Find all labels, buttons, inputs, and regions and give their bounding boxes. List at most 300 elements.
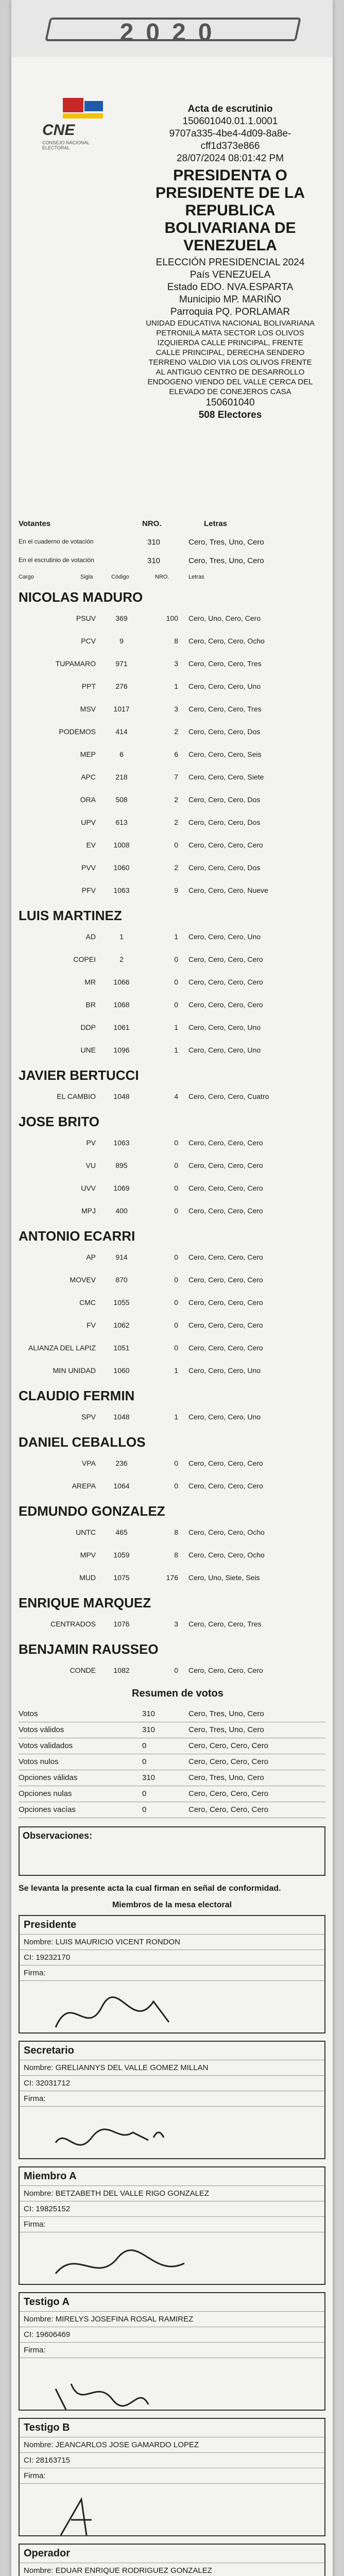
party-letras: Cero, Cero, Cero, Seis — [188, 750, 262, 758]
party-codigo: 1048 — [113, 1092, 130, 1100]
candidate-name — [19, 1429, 325, 1453]
party-sigla: FV — [87, 1321, 96, 1329]
miembro-rol: Testigo B — [24, 2422, 70, 2433]
signature — [20, 2358, 324, 2410]
party-row — [19, 1567, 325, 1590]
party-letras: Cero, Cero, Cero, Cero — [188, 1666, 263, 1674]
party-codigo: 508 — [115, 795, 128, 804]
party-sigla: ORA — [80, 795, 96, 804]
acta-electores: 508 Electores — [198, 410, 262, 420]
party-votos: 0 — [174, 1207, 178, 1215]
party-votos: 3 — [174, 1620, 178, 1628]
acta-municipio: Municipio MP. MARIÑO — [179, 294, 282, 305]
party-row — [19, 1476, 325, 1498]
logo-text: 2020 — [119, 19, 225, 46]
votantes-header — [19, 515, 325, 534]
party-sigla: CENTRADOS — [50, 1620, 96, 1628]
party-row — [19, 972, 325, 994]
party-votos: 0 — [174, 978, 178, 986]
party-row — [19, 1040, 325, 1062]
party-codigo: 414 — [115, 727, 128, 736]
party-letras: Cero, Cero, Cero, Tres — [188, 705, 262, 713]
party-row — [19, 1406, 325, 1429]
party-row — [19, 1315, 325, 1337]
party-sigla: AREPA — [72, 1482, 96, 1490]
party-sigla: PV — [86, 1139, 96, 1147]
party-letras: Cero, Cero, Cero, Siete — [188, 773, 264, 781]
party-codigo: 1069 — [113, 1184, 130, 1192]
party-letras: Cero, Cero, Cero, Uno — [188, 1023, 261, 1031]
observaciones-box: Observaciones: — [19, 1826, 325, 1876]
resumen-letras: Cero, Cero, Cero, Cero — [188, 1789, 269, 1798]
acta-estado: Estado EDO. NVA.ESPARTA — [167, 282, 294, 293]
header-logo-strip — [11, 0, 333, 57]
miembro-nombre: Nombre: JEANCARLOS JOSE GAMARDO LOPEZ — [20, 2437, 324, 2452]
party-votos: 4 — [174, 1092, 178, 1100]
party-codigo: 1066 — [113, 978, 130, 986]
candidate-name — [19, 1109, 325, 1132]
party-votos: 1 — [174, 1023, 178, 1031]
acta-pais: País VENEZUELA — [190, 269, 271, 280]
party-letras: Cero, Cero, Cero, Cero — [188, 1207, 263, 1215]
party-votos: 0 — [174, 1482, 178, 1490]
miembro-ci: CI: 19232170 — [20, 1950, 324, 1965]
candidate-name — [19, 1498, 325, 1522]
party-letras: Cero, Cero, Cero, Cero — [188, 1298, 263, 1307]
votantes-col: Votantes — [19, 519, 51, 528]
candidate-name — [19, 1590, 325, 1614]
resumen-num: 310 — [142, 1773, 156, 1782]
party-codigo: 1017 — [113, 705, 130, 713]
party-row — [19, 857, 325, 880]
party-codigo: 369 — [115, 614, 128, 622]
party-codigo: 1061 — [113, 1023, 130, 1031]
votantes-letras-col: Letras — [204, 519, 228, 528]
miembro-rol: Testigo A — [24, 2296, 70, 2308]
party-votos: 0 — [174, 1298, 178, 1307]
candidate-name — [19, 1062, 325, 1086]
miembro-firma-label: Firma: — [20, 2216, 324, 2232]
candidate-name-text: JOSE BRITO — [19, 1114, 100, 1129]
party-codigo: 1055 — [113, 1298, 130, 1307]
party-sigla: AD — [85, 933, 96, 941]
party-letras: Cero, Cero, Cero, Dos — [188, 795, 261, 804]
party-letras: Cero, Cero, Cero, Cero — [188, 1184, 263, 1192]
signature — [20, 1980, 324, 2032]
party-row — [19, 676, 325, 699]
resumen-row — [19, 1706, 325, 1722]
party-codigo: 1059 — [113, 1551, 130, 1559]
party-votos: 0 — [174, 841, 178, 849]
party-row — [19, 1453, 325, 1476]
party-codigo: 1060 — [113, 863, 130, 872]
party-votos: 2 — [174, 727, 178, 736]
candidate-name — [19, 1636, 325, 1660]
miembro-ci: CI: 32031712 — [20, 2075, 324, 2091]
candidate-name-text: JAVIER BERTUCCI — [19, 1067, 139, 1083]
party-votos: 1 — [174, 1366, 178, 1375]
acta-centro-codigo: 150601040 — [205, 397, 255, 408]
party-votos: 100 — [166, 614, 178, 622]
acta-meta — [145, 103, 315, 421]
party-row — [19, 1360, 325, 1383]
acta-cargo: PRESIDENTA O PRESIDENTE DE LA REPUBLICA BOLIVARIANA DE VENEZUELA — [155, 167, 305, 254]
party-row — [19, 744, 325, 767]
resumen-row — [19, 1738, 325, 1754]
party-row — [19, 608, 325, 631]
party-codigo: 236 — [115, 1459, 128, 1467]
lectura-text: Se levanta la presente acta la cual firman en señal de conformidad. — [19, 1884, 281, 1893]
miembro-box — [19, 2041, 325, 2159]
miembro-rol: Miembro A — [24, 2171, 77, 2182]
party-letras: Cero, Cero, Cero, Cero — [188, 1253, 263, 1261]
party-votos: 3 — [174, 705, 178, 713]
party-codigo: 1082 — [113, 1666, 130, 1674]
party-sigla: EV — [86, 841, 96, 849]
miembro-box — [19, 2166, 325, 2285]
party-row — [19, 1086, 325, 1109]
party-row — [19, 631, 325, 653]
party-codigo: 613 — [115, 818, 128, 826]
party-codigo: 895 — [115, 1161, 128, 1170]
party-sigla: UNTC — [76, 1528, 96, 1536]
miembro-ci: CI: 28163715 — [20, 2452, 324, 2468]
party-sigla: BR — [85, 1001, 96, 1009]
miembro-box — [19, 2292, 325, 2411]
party-sigla: MPV — [80, 1551, 96, 1559]
resumen-label: Opciones vacías — [19, 1805, 76, 1814]
signature — [20, 2232, 324, 2284]
party-row — [19, 1337, 325, 1360]
acta-hash1: 9707a335-4be4-4d09-8a8e- — [169, 128, 291, 139]
miembro-nombre: Nombre: BETZABETH DEL VALLE RIGO GONZALEZ — [20, 2185, 324, 2201]
party-votos: 0 — [174, 1344, 178, 1352]
miembro-ci: CI: 19825152 — [20, 2201, 324, 2216]
acta-eleccion: ELECCIÓN PRESIDENCIAL 2024 — [156, 257, 305, 268]
party-codigo: 1063 — [113, 886, 130, 894]
party-letras: Cero, Cero, Cero, Ocho — [188, 1528, 265, 1536]
party-row — [19, 767, 325, 789]
party-sigla: PVV — [81, 863, 96, 872]
party-codigo: 971 — [115, 659, 128, 668]
resumen-row — [19, 1802, 325, 1818]
party-row — [19, 1522, 325, 1545]
party-sigla: SPV — [81, 1413, 96, 1421]
party-codigo: 276 — [115, 682, 128, 690]
col-sigla: Sigla — [80, 574, 93, 580]
miembro-rol: Secretario — [24, 2045, 74, 2056]
party-row — [19, 789, 325, 812]
party-letras: Cero, Cero, Cero, Cero — [188, 955, 263, 963]
party-letras: Cero, Cero, Cero, Nueve — [188, 886, 268, 894]
party-votos: 3 — [174, 659, 178, 668]
party-votos: 0 — [174, 1001, 178, 1009]
resumen-row — [19, 1770, 325, 1786]
party-row — [19, 699, 325, 721]
party-votos: 1 — [174, 1413, 178, 1421]
party-votos: 2 — [174, 863, 178, 872]
party-row — [19, 880, 325, 903]
candidate-name-text: ANTONIO ECARRI — [19, 1228, 135, 1244]
resumen-letras: Cero, Tres, Uno, Cero — [188, 1725, 264, 1734]
miembro-nombre: Nombre: GRELIANNYS DEL VALLE GOMEZ MILLAN — [20, 2060, 324, 2075]
miembro-firma-label: Firma: — [20, 1965, 324, 1980]
col-codigo: Código — [111, 574, 129, 580]
acta-codigo: 150601040.01.1.0001 — [182, 116, 278, 127]
candidate-name-text: EDMUNDO GONZALEZ — [19, 1503, 165, 1519]
party-codigo: 6 — [119, 750, 124, 758]
party-votos: 1 — [174, 933, 178, 941]
party-sigla: MIN UNIDAD — [53, 1366, 96, 1375]
party-sigla: CONDE — [70, 1666, 96, 1674]
party-codigo: 1096 — [113, 1046, 130, 1054]
col-nro: NRO. — [155, 574, 169, 580]
party-letras: Cero, Cero, Cero, Cero — [188, 978, 263, 986]
candidate-name-text: ENRIQUE MARQUEZ — [19, 1595, 151, 1611]
party-sigla: PFV — [81, 886, 96, 894]
party-sigla: PODEMOS — [59, 727, 96, 736]
resumen-label: Votos — [19, 1709, 38, 1718]
resumen-letras: Cero, Cero, Cero, Cero — [188, 1757, 269, 1766]
resumen-label: Votos válidos — [19, 1725, 64, 1734]
votes-table — [19, 515, 325, 2576]
party-letras: Cero, Cero, Cero, Cuatro — [188, 1092, 269, 1100]
miembro-firma-label: Firma: — [20, 2342, 324, 2358]
party-codigo: 1008 — [113, 841, 130, 849]
miembro-box — [19, 1915, 325, 2033]
party-codigo: 1068 — [113, 1001, 130, 1009]
party-sigla: PSUV — [76, 614, 96, 622]
party-votos: 1 — [174, 1046, 178, 1054]
party-row — [19, 721, 325, 744]
miembro-box — [19, 2418, 325, 2536]
party-votos: 0 — [174, 1161, 178, 1170]
party-letras: Cero, Cero, Cero, Cero — [188, 1276, 263, 1284]
party-row — [19, 1017, 325, 1040]
party-sigla: AP — [86, 1253, 96, 1261]
resumen-title-text: Resumen de votos — [132, 1688, 223, 1699]
resumen-label: Opciones nulas — [19, 1789, 72, 1798]
miembro-firma-label: Firma: — [20, 2468, 324, 2483]
party-row — [19, 1269, 325, 1292]
party-letras: Cero, Cero, Cero, Cero — [188, 1321, 263, 1329]
party-letras: Cero, Cero, Cero, Ocho — [188, 1551, 265, 1559]
miembro-ci: CI: 19606469 — [20, 2327, 324, 2342]
acta-parroquia: Parroquia PQ. PORLAMAR — [170, 307, 290, 317]
acta-fecha: 28/07/2024 08:01:42 PM — [176, 153, 284, 164]
candidate-name-text: NICOLAS MADURO — [19, 589, 143, 605]
votantes-num: 310 — [147, 538, 161, 547]
party-sigla: EL CAMBIO — [57, 1092, 96, 1100]
party-votos: 176 — [166, 1573, 178, 1582]
party-letras: Cero, Cero, Cero, Dos — [188, 818, 261, 826]
party-codigo: 1060 — [113, 1366, 130, 1375]
party-codigo: 870 — [115, 1276, 128, 1284]
party-sigla: MPJ — [81, 1207, 96, 1215]
party-codigo: 465 — [115, 1528, 128, 1536]
resumen-row — [19, 1786, 325, 1802]
party-votos: 2 — [174, 818, 178, 826]
miembro-rol: Presidente — [24, 1919, 77, 1930]
party-codigo: 1063 — [113, 1139, 130, 1147]
candidate-name — [19, 1223, 325, 1247]
party-sigla: CMC — [79, 1298, 96, 1307]
resumen-num: 310 — [142, 1709, 156, 1718]
party-codigo: 1051 — [113, 1344, 130, 1352]
cne-tagline: CONSEJO NACIONAL ELECTORAL — [42, 140, 90, 150]
party-codigo: 1075 — [113, 1573, 130, 1582]
party-letras: Cero, Cero, Cero, Uno — [188, 1413, 261, 1421]
party-letras: Cero, Cero, Cero, Cero — [188, 1139, 263, 1147]
miembro-nombre: Nombre: LUIS MAURICIO VICENT RONDON — [20, 1934, 324, 1950]
miembro-firma-label: Firma: — [20, 2091, 324, 2106]
party-row — [19, 1178, 325, 1200]
party-sigla: VU — [85, 1161, 96, 1170]
party-codigo: 2 — [119, 955, 124, 963]
votantes-letras: Cero, Tres, Uno, Cero — [188, 538, 264, 547]
cne-name: CNE — [42, 122, 75, 139]
party-letras: Cero, Cero, Cero, Dos — [188, 727, 261, 736]
votantes-row — [19, 552, 325, 571]
party-votos: 0 — [174, 1139, 178, 1147]
party-letras: Cero, Cero, Cero, Uno — [188, 1366, 261, 1375]
party-letras: Cero, Uno, Siete, Seis — [188, 1573, 260, 1582]
party-sigla: MSV — [80, 705, 96, 713]
party-codigo: 1062 — [113, 1321, 130, 1329]
votantes-label: En el escrutinio de votación — [19, 556, 94, 564]
party-row — [19, 1132, 325, 1155]
resumen-num: 0 — [142, 1805, 147, 1814]
resumen-label: Opciones válidas — [19, 1773, 78, 1782]
party-sigla: UNE — [80, 1046, 96, 1054]
candidate-name — [19, 903, 325, 926]
party-codigo: 1076 — [113, 1620, 130, 1628]
party-letras: Cero, Cero, Cero, Tres — [188, 659, 262, 668]
party-sigla: MOVEV — [70, 1276, 96, 1284]
votantes-num: 310 — [147, 556, 161, 565]
resumen-row — [19, 1754, 325, 1770]
party-sigla: APC — [81, 773, 96, 781]
col-cargo: Cargo — [19, 574, 34, 580]
party-votos: 0 — [174, 1666, 178, 1674]
party-letras: Cero, Cero, Cero, Cero — [188, 1001, 263, 1009]
party-row — [19, 1545, 325, 1567]
party-votos: 7 — [174, 773, 178, 781]
party-codigo: 400 — [115, 1207, 128, 1215]
party-row — [19, 1614, 325, 1636]
miembro-box — [19, 2544, 325, 2576]
candidate-name — [19, 584, 325, 608]
party-votos: 0 — [174, 1276, 178, 1284]
party-sigla: MUD — [79, 1573, 96, 1582]
party-letras: Cero, Cero, Cero, Uno — [188, 682, 261, 690]
resumen-letras: Cero, Cero, Cero, Cero — [188, 1741, 269, 1750]
party-row — [19, 812, 325, 835]
party-sigla: MEP — [80, 750, 96, 758]
resumen-num: 310 — [142, 1725, 156, 1734]
party-letras: Cero, Cero, Cero, Cero — [188, 1459, 263, 1467]
miembros-title: Miembros de la mesa electoral — [112, 1901, 232, 1909]
party-sigla: UPV — [81, 818, 96, 826]
party-letras: Cero, Cero, Cero, Uno — [188, 1046, 261, 1054]
acta-receipt — [11, 0, 333, 2576]
votantes-letras: Cero, Tres, Uno, Cero — [188, 556, 264, 565]
party-codigo: 218 — [115, 773, 128, 781]
miembro-rol: Operador — [24, 2548, 71, 2559]
miembro-nombre: Nombre: EDUAR ENRIQUE RODRIGUEZ GONZALEZ — [20, 2563, 324, 2576]
resumen-label: Votos nulos — [19, 1757, 59, 1766]
party-codigo: 9 — [119, 637, 124, 645]
party-votos: 8 — [174, 637, 178, 645]
candidate-name — [19, 1383, 325, 1406]
party-codigo: 1 — [119, 933, 124, 941]
party-row — [19, 1200, 325, 1223]
party-votos: 8 — [174, 1528, 178, 1536]
acta-centro: UNIDAD EDUCATIVA NACIONAL BOLIVARIANA PETRONILA MATA SECTOR LOS OLIVOS IZQUIERDA CALLE PRINCIPAL, FRENTE CALLE PRINCIPAL, DERECHA SENDERO TERRENO VALDIO VIA LOS OLIVOS FRENTE AL ANTIGUO CENTRO DE DESARROLLO ENDOGENO VIENDO DEL VALLE CERCA DEL ELEVADO DE CONEJEROS CASA — [146, 319, 315, 396]
acta-title: Acta de escrutinio — [187, 104, 273, 114]
col-letras: Letras — [188, 574, 204, 580]
party-row — [19, 949, 325, 972]
party-votos: 0 — [174, 1184, 178, 1192]
party-letras: Cero, Cero, Cero, Cero — [188, 1482, 263, 1490]
miembro-nombre: Nombre: MIRELYS JOSEFINA ROSAL RAMIREZ — [20, 2311, 324, 2327]
party-row — [19, 1247, 325, 1269]
party-sigla: DDP — [80, 1023, 96, 1031]
party-votos: 0 — [174, 1321, 178, 1329]
party-row — [19, 994, 325, 1017]
party-row — [19, 1292, 325, 1315]
party-letras: Cero, Cero, Cero, Dos — [188, 863, 261, 872]
party-letras: Cero, Cero, Cero, Ocho — [188, 637, 265, 645]
party-row — [19, 1660, 325, 1683]
column-headers — [19, 571, 325, 584]
party-votos: 9 — [174, 886, 178, 894]
party-votos: 2 — [174, 795, 178, 804]
party-letras: Cero, Cero, Cero, Cero — [188, 841, 263, 849]
cne-logo — [42, 98, 114, 155]
party-codigo: 914 — [115, 1253, 128, 1261]
party-sigla: UVV — [81, 1184, 96, 1192]
votantes-row — [19, 534, 325, 552]
party-votos: 0 — [174, 955, 178, 963]
party-sigla: PPT — [81, 682, 96, 690]
party-letras: Cero, Cero, Cero, Cero — [188, 1344, 263, 1352]
party-sigla: COPEI — [73, 955, 96, 963]
resumen-num: 0 — [142, 1789, 147, 1798]
candidate-name-text: DANIEL CEBALLOS — [19, 1434, 146, 1450]
party-sigla: PCV — [81, 637, 96, 645]
party-sigla: ALIANZA DEL LAPIZ — [28, 1344, 96, 1352]
party-letras: Cero, Uno, Cero, Cero — [188, 614, 261, 622]
votantes-nro-col: NRO. — [142, 519, 162, 528]
candidate-name-text: BENJAMIN RAUSSEO — [19, 1641, 159, 1657]
signature — [20, 2483, 324, 2535]
party-votos: 0 — [174, 1459, 178, 1467]
votantes-label: En el cuaderno de votación — [19, 538, 94, 545]
party-row — [19, 926, 325, 949]
party-sigla: VPA — [82, 1459, 96, 1467]
resumen-num: 0 — [142, 1757, 147, 1766]
party-votos: 8 — [174, 1551, 178, 1559]
party-sigla: MR — [84, 978, 96, 986]
candidate-name-text: LUIS MARTINEZ — [19, 908, 122, 923]
resumen-label: Votos validados — [19, 1741, 73, 1750]
party-row — [19, 835, 325, 857]
party-letras: Cero, Cero, Cero, Uno — [188, 933, 261, 941]
party-votos: 1 — [174, 682, 178, 690]
resumen-letras: Cero, Cero, Cero, Cero — [188, 1805, 269, 1814]
signature — [20, 2106, 324, 2158]
